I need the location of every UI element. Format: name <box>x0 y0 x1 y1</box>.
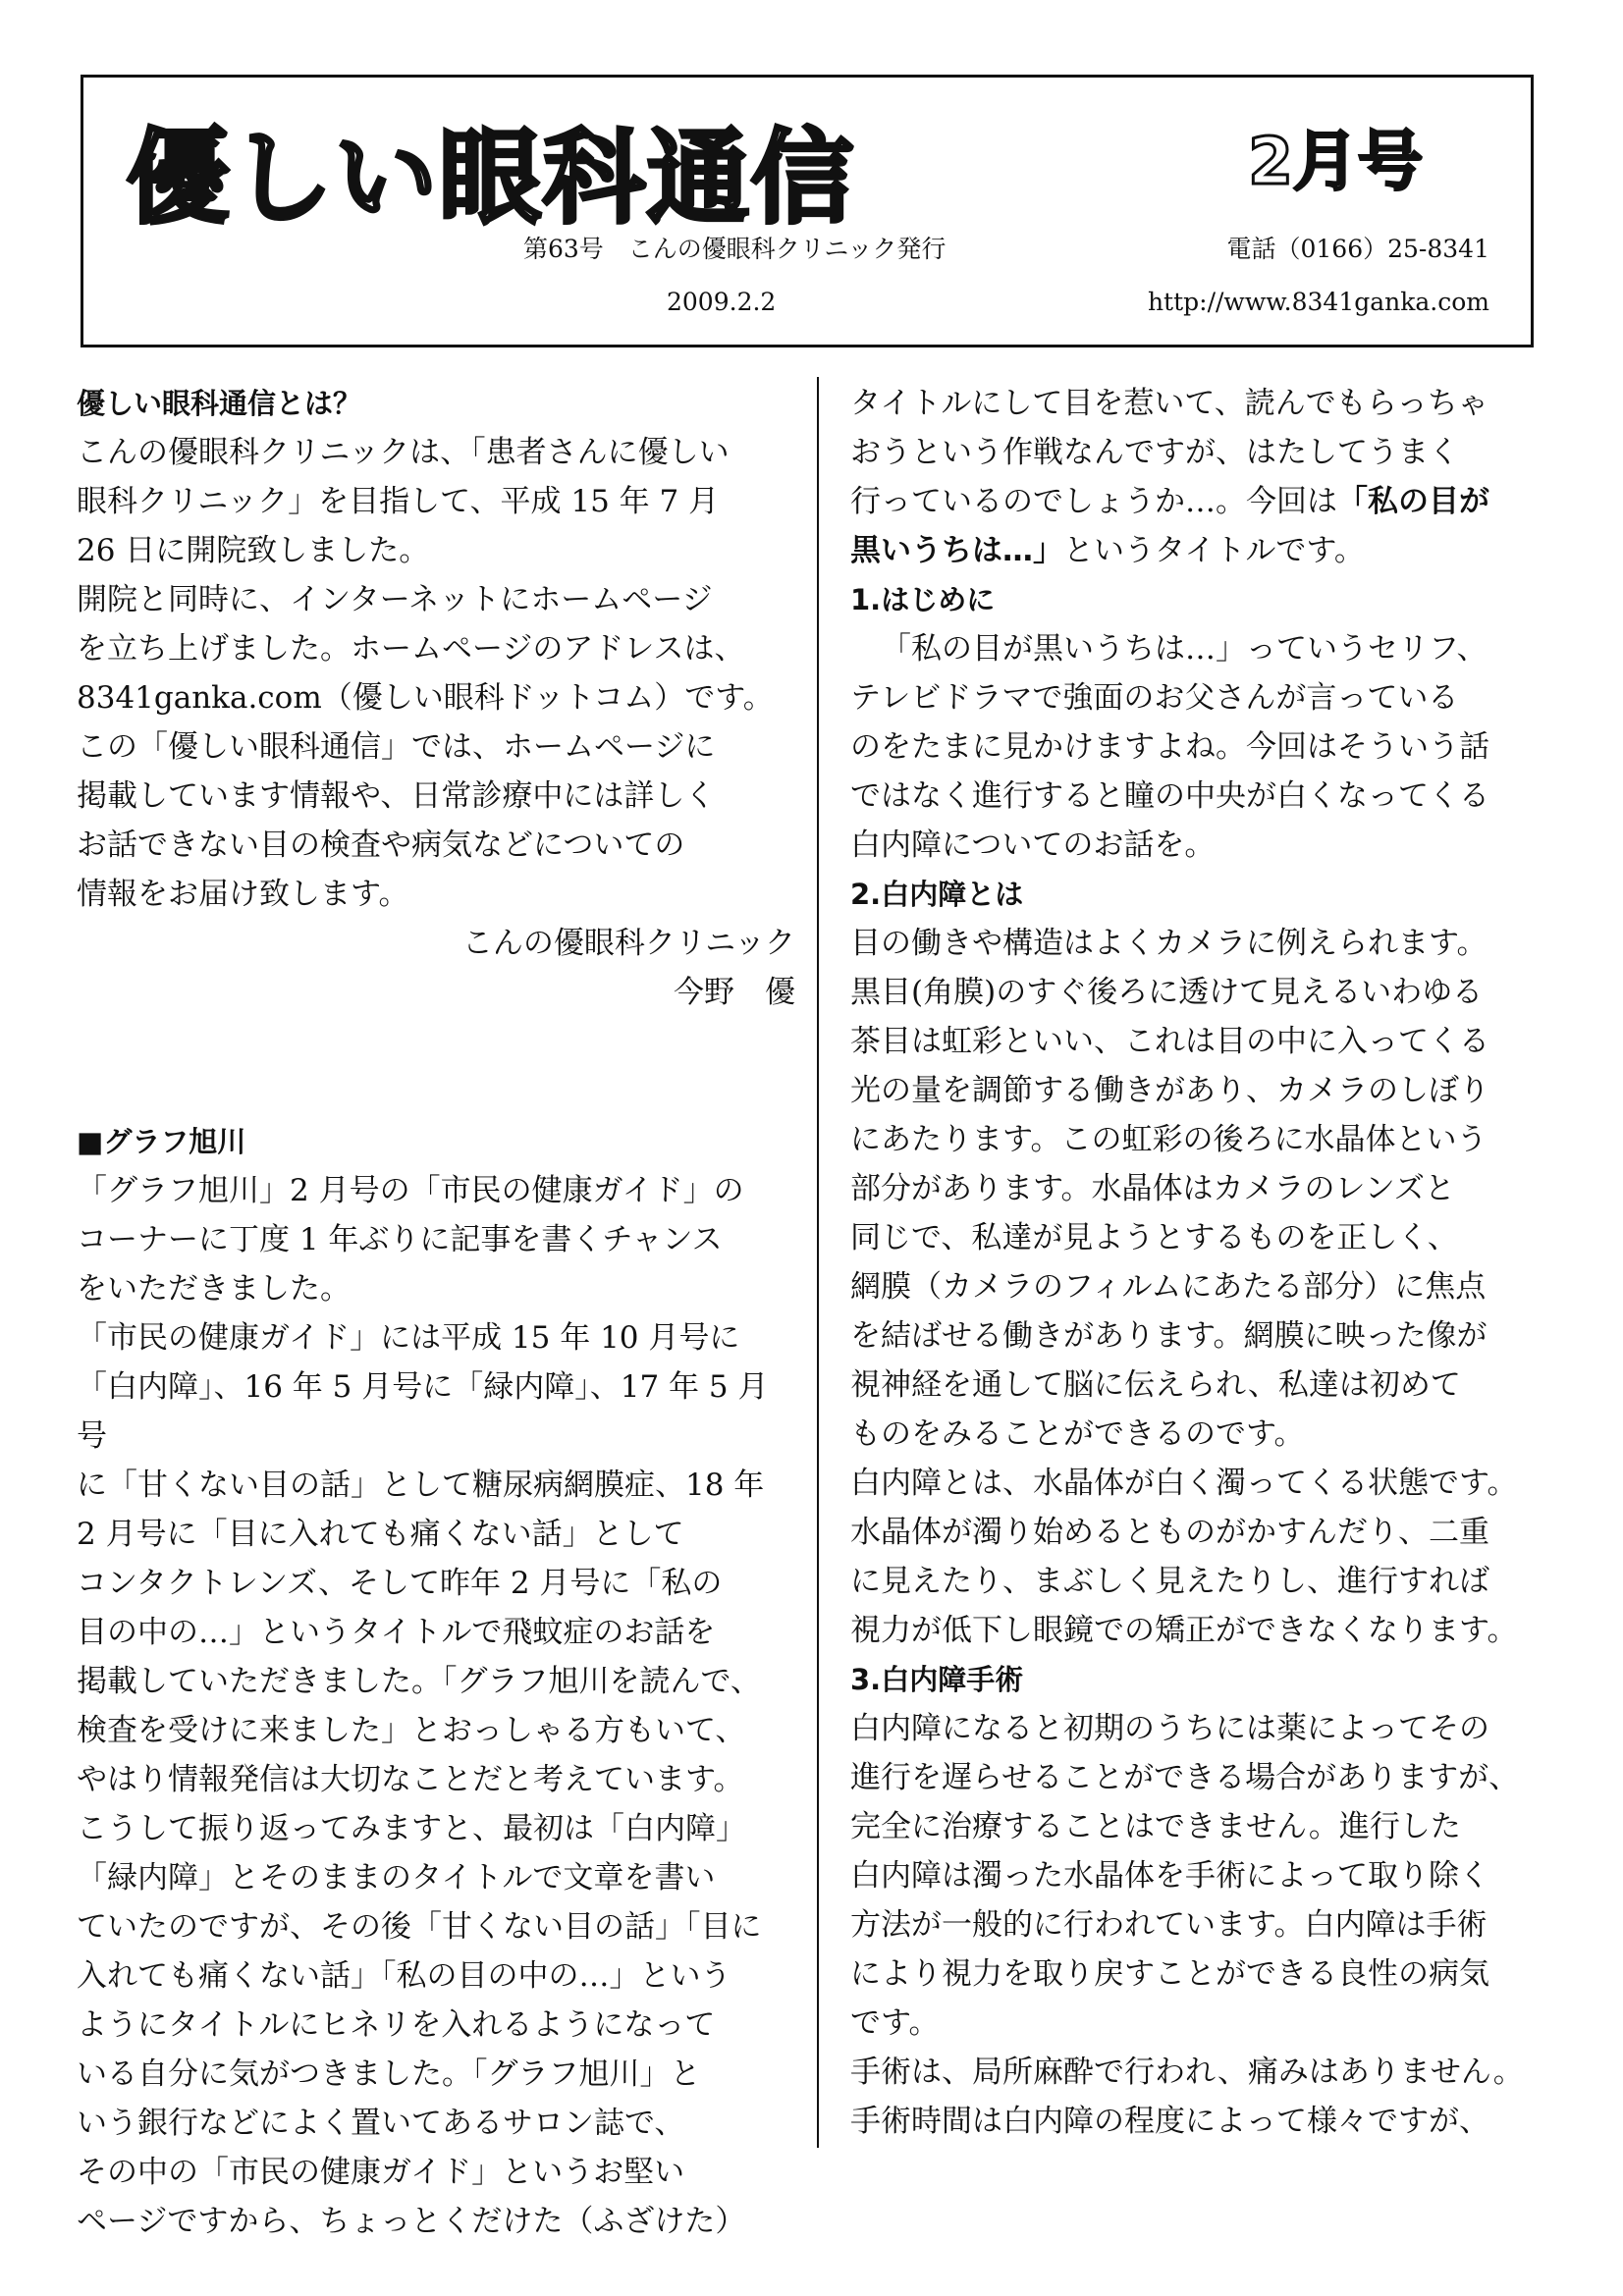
text-line: 茶目は虹彩といい、これは目の中に入ってくる <box>850 1024 1489 1059</box>
text-line: 2 月号に「目に入れても痛くない話」として <box>77 1517 684 1552</box>
intro-body <box>77 428 795 919</box>
text-line: ものをみることができるのです。 <box>850 1416 1305 1452</box>
text-line: 情報をお届け致します。 <box>77 877 409 912</box>
text-line: 「市民の健康ガイド」には平成 15 年 10 月号に <box>77 1320 740 1356</box>
text-line: 「私の目が黒いうちは…」っていうセリフ、 <box>881 631 1488 667</box>
text-line: のをたまに見かけますよね。今回はそういう話 <box>850 729 1489 765</box>
text-line: 網膜（カメラのフィルムにあたる部分）に焦点 <box>850 1269 1487 1305</box>
issue-month: 2月号 <box>1248 124 1423 199</box>
section-1-heading: 1.はじめに <box>850 583 996 616</box>
text-line: この「優しい眼科通信」では、ホームページに <box>77 729 716 765</box>
text-line: 入れても痛くない話」「私の目の中の…」という <box>77 1958 731 1994</box>
left-column <box>77 379 795 2246</box>
column-divider <box>817 377 819 2148</box>
text-line: 同じで、私達が見ようとするものを正しく、 <box>850 1220 1458 1255</box>
section-gap <box>77 1017 795 1117</box>
text-line: こんの優眼科クリニックは、「患者さんに優しい <box>77 435 730 470</box>
text-line: をいただきました。 <box>77 1271 351 1307</box>
text-line: 白内障についてのお話を。 <box>850 828 1216 863</box>
text-line: コーナーに丁度 1 年ぶりに記事を書くチャンス <box>77 1222 723 1257</box>
text-line: ようにタイトルにヒネリを入れるようになって <box>77 2007 716 2043</box>
section-2-body <box>850 919 1577 1655</box>
section-2-heading: 2.白内障とは <box>850 878 1024 911</box>
text-line: 水晶体が濁り始めるとものがかすんだり、二重 <box>850 1515 1489 1550</box>
graph-body <box>77 1166 795 2246</box>
section-1-body <box>850 624 1577 870</box>
continuation-text: というタイトルです。 <box>1063 533 1365 568</box>
text-line: 白内障は濁った水晶体を手術によって取り除く <box>850 1858 1489 1894</box>
continuation-text: 行っているのでしょうか…。今回は <box>850 484 1337 519</box>
signature-name: 今野 優 <box>674 975 795 1010</box>
text-line: 完全に治療することはできません。進行した <box>850 1809 1461 1844</box>
text-line: に見えたり、まぶしく見えたりし、進行すれば <box>850 1564 1489 1599</box>
title-quote: 「私の目が <box>1337 484 1489 519</box>
text-line: 「緑内障」とそのままのタイトルで文章を書い <box>77 1860 716 1896</box>
text-line: いう銀行などによく置いてあるサロン誌で、 <box>77 2106 685 2141</box>
section-3-heading: 3.白内障手術 <box>850 1663 1024 1696</box>
signature-clinic: こんの優眼科クリニック <box>461 926 795 961</box>
website-url[interactable]: http://www.8341ganka.com <box>1147 288 1489 316</box>
text-line: です。 <box>850 2005 940 2041</box>
text-line: 掲載しています情報や、日常診療中には詳しく <box>77 778 716 814</box>
text-line: その中の「市民の健康ガイド」というお堅い <box>77 2155 685 2190</box>
title-quote: 黒いうちは…」 <box>850 533 1063 568</box>
newsletter-title: 優しい眼科通信 <box>127 118 856 238</box>
text-line: タイトルにして目を惹いて、読んでもらっちゃ <box>850 386 1488 421</box>
text-line: を結ばせる働きがあります。網膜に映った像が <box>850 1318 1488 1354</box>
text-line: コンタクトレンズ、そして昨年 2 月号に「私の <box>77 1566 723 1601</box>
graph-heading: ■グラフ旭川 <box>77 1125 246 1158</box>
text-line: 「グラフ旭川」2 月号の「市民の健康ガイド」の <box>77 1173 744 1208</box>
issue-date: 2009.2.2 <box>667 288 777 316</box>
text-line: 開院と同時に、インターネットにホームページ <box>77 582 713 617</box>
text-line: にあたります。この虹彩の後ろに水晶体という <box>850 1122 1488 1157</box>
text-line: 視神経を通して脳に伝えられ、私達は初めて <box>850 1367 1461 1403</box>
right-column <box>850 379 1577 2146</box>
issue-publisher: 第63号 こんの優眼科クリニック発行 <box>523 235 947 263</box>
text-line: テレビドラマで強面のお父さんが言っている <box>850 680 1459 716</box>
text-line: ていたのですが、その後「甘くない目の話」「目に <box>77 1909 762 1945</box>
text-line: ページですから、ちょっとくだけた（ふざけた） <box>77 2204 746 2239</box>
text-line: こうして振り返ってみますと、最初は「白内障」 <box>77 1811 746 1846</box>
text-line: 26 日に開院致しました。 <box>77 533 430 568</box>
text-line: 8341ganka.com（優しい眼科ドットコム）です。 <box>77 680 774 716</box>
continuation-body <box>850 379 1577 477</box>
text-line: 「白内障」、16 年 5 月号に「緑内障」、17 年 5 月号 <box>77 1369 769 1454</box>
text-line: 黒目(角膜)のすぐ後ろに透けて見えるいわゆる <box>850 975 1484 1010</box>
text-line: 手術は、局所麻酔で行われ、痛みはありません。 <box>850 2055 1524 2090</box>
text-line: 手術時間は白内障の程度によって様々ですが、 <box>850 2104 1489 2139</box>
continuation-line <box>850 526 1577 575</box>
text-line: やはり情報発信は大切なことだと考えています。 <box>77 1762 744 1797</box>
text-line: お話できない目の検査や病気などについての <box>77 828 685 863</box>
text-line: 目の働きや構造はよくカメラに例えられます。 <box>850 926 1488 961</box>
phone-number: 電話（0166）25-8341 <box>1226 235 1489 263</box>
text-line: に「甘くない目の話」として糖尿病網膜症、18 年 <box>77 1468 765 1503</box>
section-3-body <box>850 1704 1577 2146</box>
text-line: いる自分に気がつきました。「グラフ旭川」と <box>77 2056 701 2092</box>
text-line: おうという作戦なんですが、はたしてうまく <box>850 435 1459 470</box>
text-line: を立ち上げました。ホームページのアドレスは、 <box>77 631 745 667</box>
text-line: 掲載していただきました。「グラフ旭川を読んで、 <box>77 1664 761 1699</box>
text-line: ではなく進行すると瞳の中央が白くなってくる <box>850 778 1489 814</box>
text-line: 目の中の…」というタイトルで飛蚊症のお話を <box>77 1615 716 1650</box>
text-line: 白内障とは、水晶体が白く濁ってくる状態です。 <box>850 1466 1518 1501</box>
text-line: 部分があります。水晶体はカメラのレンズと <box>850 1171 1455 1206</box>
text-line: 方法が一般的に行われています。白内障は手術 <box>850 1907 1488 1943</box>
text-line: 検査を受けに来ました」とおっしゃる方もいて、 <box>77 1713 746 1748</box>
continuation-line <box>850 477 1577 526</box>
text-line: 眼科クリニック」を目指して、平成 15 年 7 月 <box>77 484 720 519</box>
text-line: により視力を取り戻すことができる良性の病気 <box>850 1956 1489 1992</box>
intro-heading: 優しい眼科通信とは？ <box>77 387 362 420</box>
text-line: 光の量を調節する働きがあり、カメラのしぼり <box>850 1073 1489 1108</box>
text-line: 白内障になると初期のうちには薬によってその <box>850 1711 1489 1746</box>
newsletter-header <box>81 75 1534 347</box>
text-line: 進行を遅らせることができる場合がありますが、 <box>850 1760 1520 1795</box>
text-line: 視力が低下し眼鏡での矯正ができなくなります。 <box>850 1613 1518 1648</box>
